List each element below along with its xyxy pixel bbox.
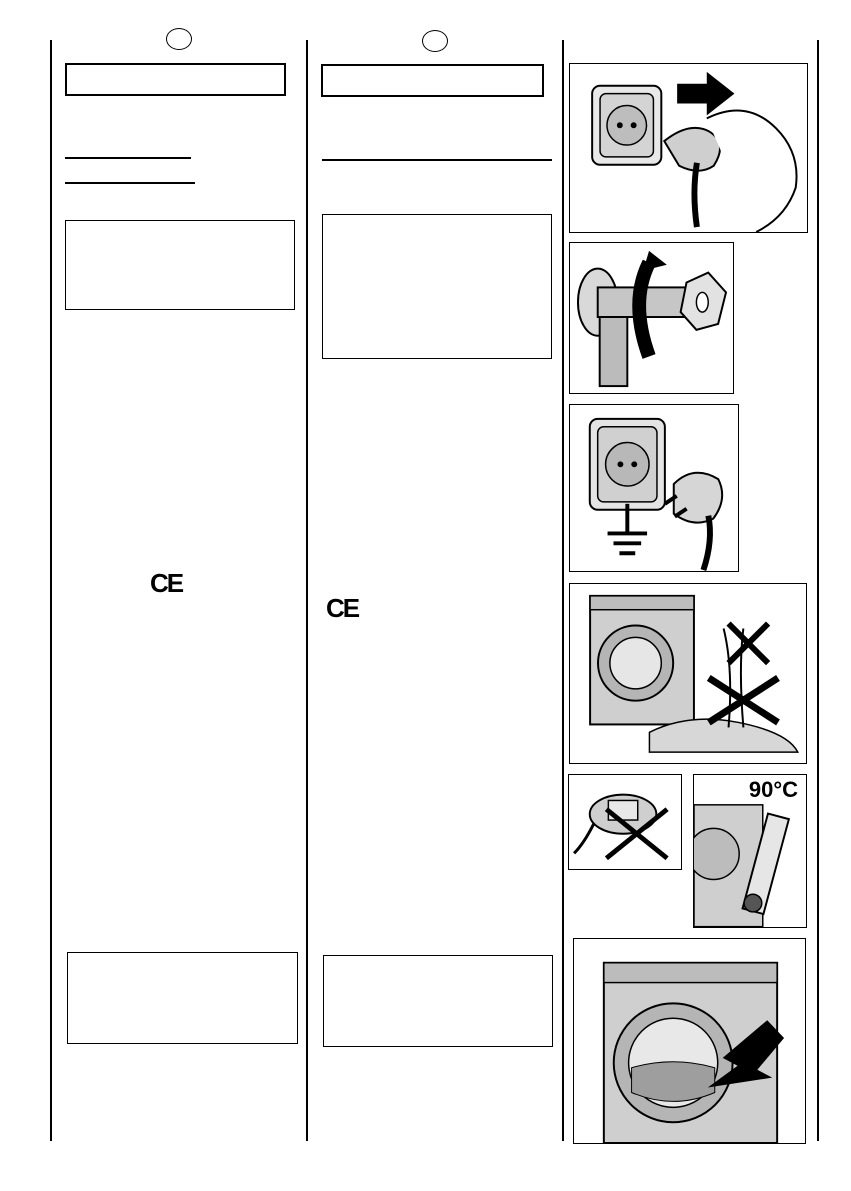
water-tap-icon <box>569 242 734 394</box>
note-box-1 <box>67 952 298 1044</box>
divider-right <box>817 40 819 1141</box>
ce-mark-1: CE <box>150 568 183 598</box>
ce-mark-2: CE <box>326 593 359 623</box>
language-badge-2 <box>422 30 448 52</box>
earthed-socket-icon <box>569 404 739 572</box>
no-wet-hands-icon <box>569 583 807 764</box>
heading-box-2 <box>321 64 544 97</box>
temperature-label: 90°C <box>748 777 798 802</box>
underline-2 <box>322 159 552 161</box>
hot-thermometer-icon <box>693 774 807 928</box>
divider-middle-2 <box>562 40 564 1141</box>
divider-left <box>50 40 52 1141</box>
divider-middle-1 <box>306 40 308 1141</box>
unplug-icon <box>569 63 808 233</box>
warning-box-2 <box>322 214 552 359</box>
no-extension-reel-icon <box>568 774 682 870</box>
warning-box-1 <box>65 220 295 310</box>
door-glass-arrow-icon <box>573 938 806 1144</box>
language-badge-1 <box>166 28 192 50</box>
underline-1b <box>65 182 195 184</box>
heading-box-1 <box>65 63 286 96</box>
note-box-2 <box>323 955 553 1047</box>
underline-1a <box>65 157 191 159</box>
